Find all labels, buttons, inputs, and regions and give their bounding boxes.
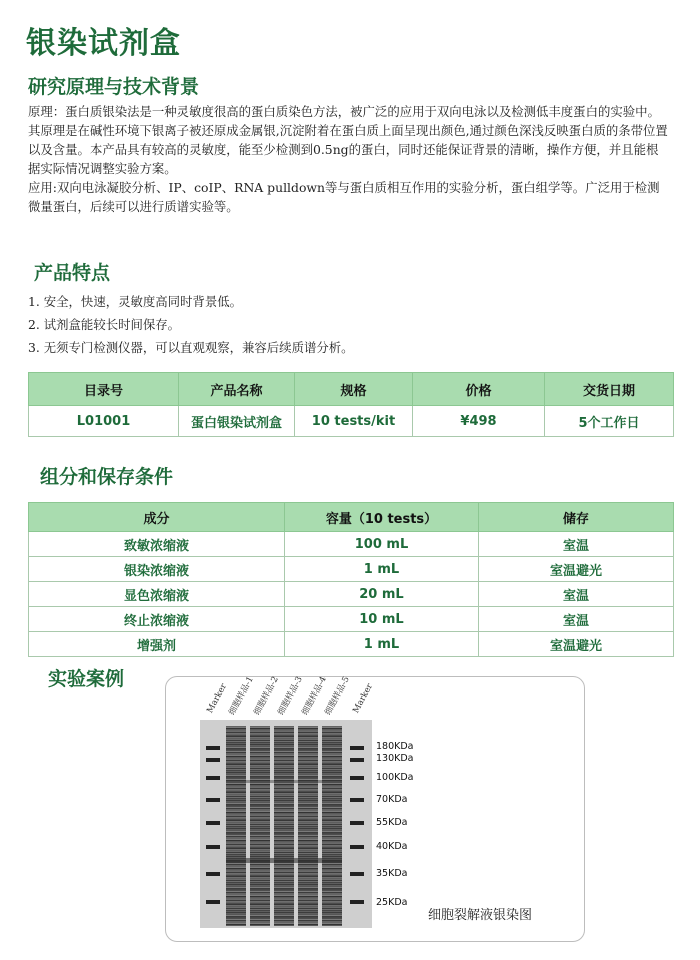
features-list (28, 290, 668, 359)
feature-item: 2. 试剂盒能较长时间保存。 (28, 317, 181, 332)
figure-caption: 细胞裂解液银染图 (428, 908, 533, 923)
col-header: 交货日期 (545, 373, 674, 406)
component-storage: 室温避光 (479, 632, 674, 657)
product-table-header (29, 373, 674, 406)
components-heading: 组分和保存条件 (40, 466, 174, 488)
application-text: 应用:双向电泳凝胶分析、IP、coIP、RNA pulldown等与蛋白质相互作用的实验分析，蛋白组学等。广泛用于检测微量蛋白，后续可以进行质谱实验等。 (28, 180, 660, 214)
col-header: 容量（10 tests） (285, 503, 479, 532)
lane-label: 细胞样品-3 (276, 674, 305, 717)
component-storage: 室温 (479, 607, 674, 632)
mw-label: 35KDa (376, 868, 408, 879)
mw-label: 180KDa (376, 741, 414, 752)
mw-label: 25KDa (376, 897, 408, 908)
table-row (29, 632, 674, 657)
principle-heading: 研究原理与技术背景 (28, 76, 200, 98)
component-volume: 100 mL (285, 532, 479, 557)
catalog-number: L01001 (29, 406, 179, 437)
table-row (29, 557, 674, 582)
mw-label: 130KDa (376, 753, 414, 764)
case-heading: 实验案例 (48, 668, 125, 690)
lane-label: 细胞样品-4 (300, 674, 329, 717)
component-volume: 20 mL (285, 582, 479, 607)
lane-label: Marker (205, 681, 230, 715)
lane-label: 细胞样品-5 (323, 674, 352, 717)
mw-label: 55KDa (376, 817, 408, 828)
table-row (29, 406, 674, 437)
component-name: 银染浓缩液 (29, 557, 285, 582)
principle-text: 原理：蛋白质银染法是一种灵敏度很高的蛋白质染色方法，被广泛的应用于双向电泳以及检测低丰度蛋白的实验中。其原理是在碱性环境下银离子被还原成金属银,沉淀附着在蛋白质上面呈现出颜色,通过颜色深浅反映蛋白质的条带位置以及含量。本产品具有较高的灵敏度，能至少检测到0.5ng的蛋白，同时还能保证背景的清晰，操作方便，并且能根据实际情况调整实验方案。 (28, 104, 668, 176)
lane-label: Marker (351, 681, 376, 715)
component-name: 终止浓缩液 (29, 607, 285, 632)
mw-label: 70KDa (376, 794, 408, 805)
features-heading: 产品特点 (34, 262, 111, 284)
component-storage: 室温 (479, 582, 674, 607)
page-title: 银染试剂盒 (26, 26, 181, 61)
component-volume: 1 mL (285, 632, 479, 657)
gel-image (200, 720, 372, 928)
component-volume: 10 mL (285, 607, 479, 632)
col-header: 产品名称 (179, 373, 295, 406)
col-header: 价格 (413, 373, 545, 406)
components-table-header (29, 503, 674, 532)
principle-block (28, 102, 668, 216)
feature-item: 1. 安全，快速，灵敏度高同时背景低。 (28, 294, 243, 309)
table-row (29, 582, 674, 607)
component-volume: 1 mL (285, 557, 479, 582)
product-spec: 10 tests/kit (295, 406, 413, 437)
delivery-time: 5个工作日 (545, 406, 674, 437)
lane-label: 细胞样品-1 (227, 674, 256, 717)
feature-item: 3. 无须专门检测仪器，可以直观观察，兼容后续质谱分析。 (28, 340, 354, 355)
component-storage: 室温避光 (479, 557, 674, 582)
col-header: 成分 (29, 503, 285, 532)
mw-label: 40KDa (376, 841, 408, 852)
component-name: 致敏浓缩液 (29, 532, 285, 557)
components-table (28, 502, 674, 657)
col-header: 目录号 (29, 373, 179, 406)
col-header: 规格 (295, 373, 413, 406)
component-name: 增强剂 (29, 632, 285, 657)
table-row (29, 607, 674, 632)
col-header: 储存 (479, 503, 674, 532)
component-storage: 室温 (479, 532, 674, 557)
product-price: ¥498 (413, 406, 545, 437)
lane-label: 细胞样品-2 (252, 674, 281, 717)
mw-label: 100KDa (376, 772, 414, 783)
sample-lanes (226, 726, 342, 926)
product-name: 蛋白银染试剂盒 (179, 406, 295, 437)
component-name: 显色浓缩液 (29, 582, 285, 607)
table-row (29, 532, 674, 557)
product-table (28, 372, 674, 437)
